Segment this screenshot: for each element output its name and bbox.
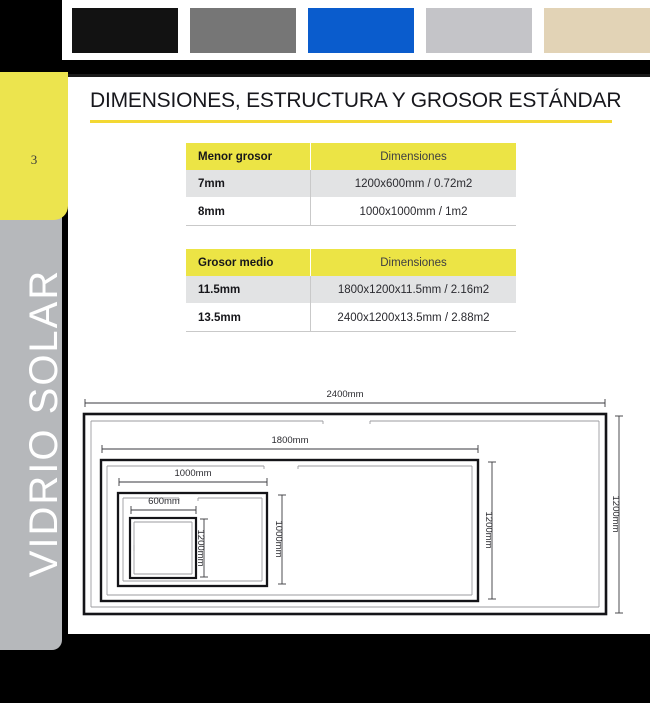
dim-line-2400	[85, 399, 605, 407]
table-header-cell: Grosor medio	[186, 249, 311, 276]
dim-label-1000-vert: 1000mm	[273, 520, 284, 558]
table-row	[186, 304, 516, 332]
dim-label-600: 600mm	[148, 496, 180, 507]
dim-label-1200-outer: 1200mm	[610, 495, 621, 533]
page-number: 3	[30, 152, 38, 167]
light-gray-swatch	[426, 8, 532, 53]
dim-label-1200-inner: 1200mm	[483, 511, 494, 549]
table-header-row	[186, 143, 516, 170]
table-row	[186, 198, 516, 226]
table-grosor-medio	[186, 249, 516, 332]
color-swatch-strip	[62, 0, 650, 60]
table-row	[186, 276, 516, 304]
table-cell-dimensions: 1000x1000mm / 1m2	[311, 198, 517, 226]
table-header-cell: Dimensiones	[311, 249, 517, 276]
brand-vertical-label: VIDRIO SOLAR	[22, 268, 66, 578]
dim-label-2400: 2400mm	[326, 389, 364, 400]
table-header-row	[186, 249, 516, 276]
dim-label-1800: 1800mm	[271, 435, 309, 446]
table-cell-thickness: 8mm	[186, 198, 311, 226]
beige-swatch	[544, 8, 650, 53]
black-swatch	[72, 8, 178, 53]
table-menor-grosor	[186, 143, 516, 226]
table-header-cell: Menor grosor	[186, 143, 311, 170]
dimension-diagram	[68, 377, 650, 635]
dim-label-1000: 1000mm	[174, 468, 212, 479]
page-title: DIMENSIONES, ESTRUCTURA Y GROSOR ESTÁNDAR	[90, 89, 622, 112]
gray-swatch	[190, 8, 296, 53]
content-card	[68, 74, 650, 637]
panel-600x1200-outer	[130, 518, 196, 578]
table-cell-dimensions: 2400x1200x13.5mm / 2.88m2	[311, 304, 517, 332]
bottom-black-bar	[62, 634, 650, 650]
table-cell-dimensions: 1200x600mm / 0.72m2	[311, 170, 517, 198]
table-header-cell: Dimensiones	[311, 143, 517, 170]
table-cell-thickness: 7mm	[186, 170, 311, 198]
table-cell-thickness: 13.5mm	[186, 304, 311, 332]
table-cell-thickness: 11.5mm	[186, 276, 311, 304]
table-row	[186, 170, 516, 198]
dim-label-1200-small: 1200mm	[195, 529, 206, 567]
table-cell-dimensions: 1800x1200x11.5mm / 2.16m2	[311, 276, 517, 304]
blue-swatch	[308, 8, 414, 53]
title-underline	[90, 120, 612, 123]
